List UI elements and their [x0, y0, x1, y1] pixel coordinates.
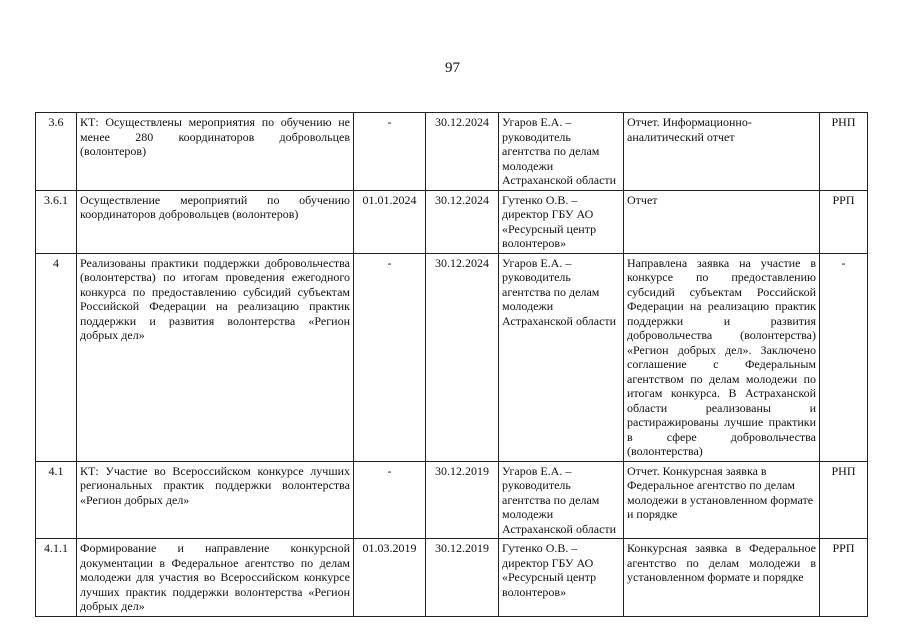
- row-number: 3.6: [36, 113, 77, 191]
- row-title: КТ: Участие во Всероссийском конкурсе лучших региональных практик поддержки волонтерства «Регион добрых дел»: [77, 461, 354, 539]
- row-level: РРП: [820, 190, 868, 253]
- row-title: Реализованы практики поддержки добровольчества (волонтерства) по итогам проведения ежегодного конкурса по предоставлению субсидий субъектам Российской Федерации на реализацию практик поддержки и развития волонтерства «Регион добрых дел»: [77, 253, 354, 461]
- row-level: РНП: [820, 461, 868, 539]
- plan-table: [35, 112, 868, 617]
- row-start-date: -: [354, 113, 426, 191]
- page-number: 97: [445, 60, 460, 76]
- row-level: -: [820, 253, 868, 461]
- row-end-date: 30.12.2024: [426, 113, 499, 191]
- row-number: 4.1.1: [36, 539, 77, 617]
- row-number: 3.6.1: [36, 190, 77, 253]
- row-number: 4: [36, 253, 77, 461]
- row-result: Конкурсная заявка в Федеральное агентство по делам молодежи в установленном формате и порядке: [624, 539, 820, 617]
- row-responsible: Угаров Е.А. – руководитель агентства по делам молодежи Астраханской области: [499, 113, 624, 191]
- table-row: [36, 253, 868, 461]
- row-responsible: Гутенко О.В. – директор ГБУ АО «Ресурсный центр волонтеров»: [499, 539, 624, 617]
- row-start-date: -: [354, 461, 426, 539]
- table-row: [36, 461, 868, 539]
- row-start-date: 01.01.2024: [354, 190, 426, 253]
- row-level: РНП: [820, 113, 868, 191]
- row-result: Отчет: [624, 190, 820, 253]
- table-row: [36, 539, 868, 617]
- row-result: Отчет. Конкурсная заявка в Федеральное агентство по делам молодежи в установленном формате и порядке: [624, 461, 820, 539]
- row-responsible: Гутенко О.В. – директор ГБУ АО «Ресурсный центр волонтеров»: [499, 190, 624, 253]
- row-responsible: Угаров Е.А. – руководитель агентства по делам молодежи Астраханской области: [499, 461, 624, 539]
- row-responsible: Угаров Е.А. – руководитель агентства по делам молодежи Астраханской области: [499, 253, 624, 461]
- row-end-date: 30.12.2024: [426, 253, 499, 461]
- row-end-date: 30.12.2024: [426, 190, 499, 253]
- row-title: КТ: Осуществлены мероприятия по обучению не менее 280 координаторов добровольцев (волонтеров): [77, 113, 354, 191]
- row-title: Осуществление мероприятий по обучению координаторов добровольцев (волонтеров): [77, 190, 354, 253]
- table-row: [36, 113, 868, 191]
- row-start-date: -: [354, 253, 426, 461]
- row-number: 4.1: [36, 461, 77, 539]
- row-end-date: 30.12.2019: [426, 461, 499, 539]
- row-result: Направлена заявка на участие в конкурсе по предоставлению субсидий субъектам Российской Федерации на реализацию практик поддержки и развития добровольчества (волонтерства) «Регион добрых дел». Заключено соглашение с Федеральным агентством по делам молодежи по итогам конкурса. В Астраханской области реализованы и растиражированы лучшие практики в сфере добровольчества (волонтерства): [624, 253, 820, 461]
- row-start-date: 01.03.2019: [354, 539, 426, 617]
- row-end-date: 30.12.2019: [426, 539, 499, 617]
- row-title: Формирование и направление конкурсной документации в Федеральное агентство по делам молодежи для участия во Всероссийском конкурсе лучших практик поддержки волонтерства «Регион добрых дел»: [77, 539, 354, 617]
- row-level: РРП: [820, 539, 868, 617]
- row-result: Отчет. Информационно-аналитический отчет: [624, 113, 820, 191]
- table-row: [36, 190, 868, 253]
